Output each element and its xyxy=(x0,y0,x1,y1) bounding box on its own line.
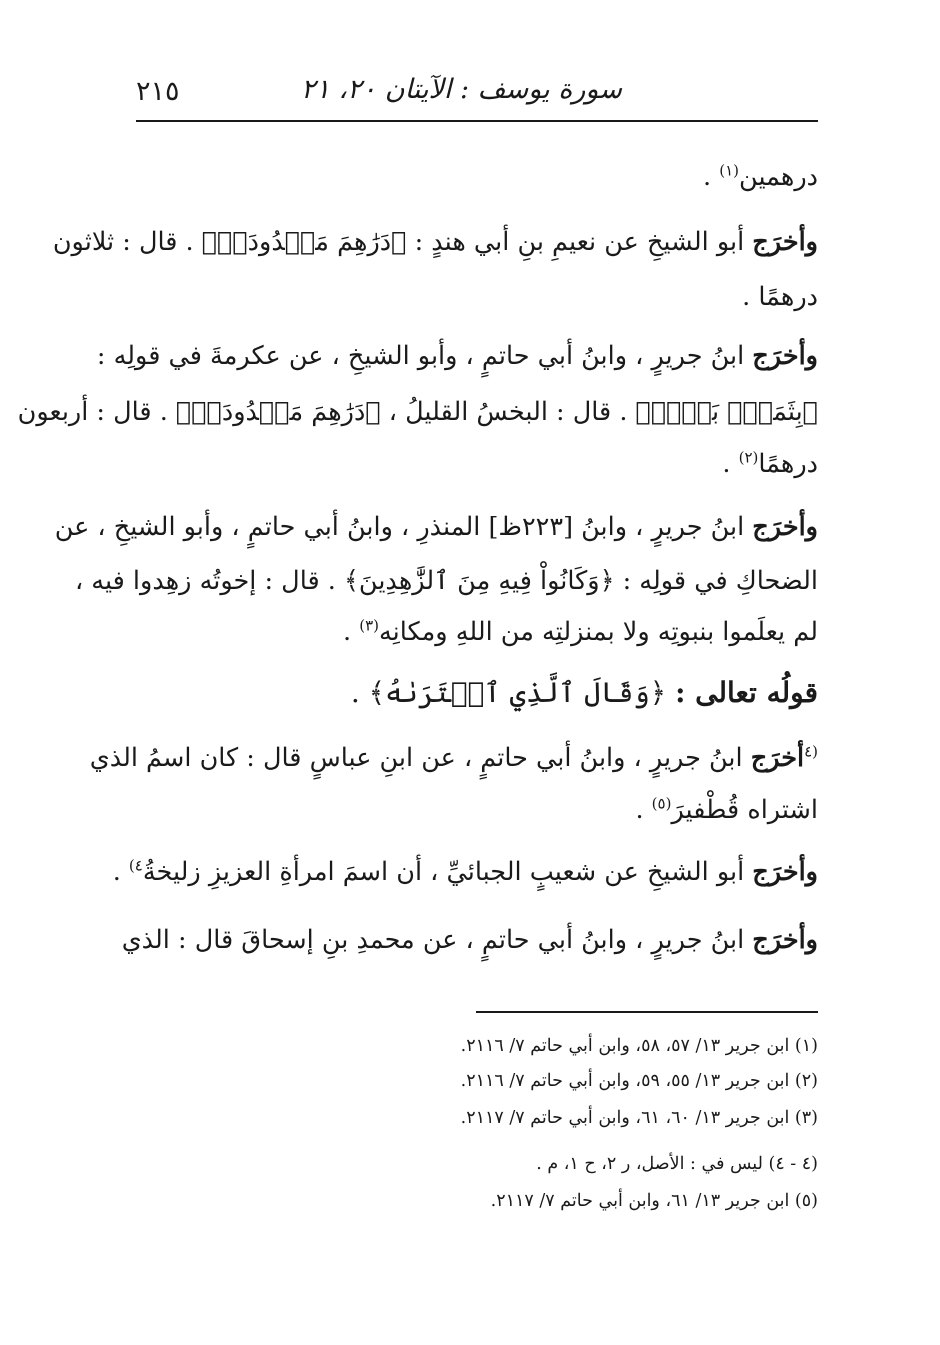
paragraph-2-line-2 xyxy=(136,282,818,313)
line-text: ابنُ جريرٍ ، وابنُ [٢٢٣ظ] المنذرِ ، وابنُ أبي حاتمٍ ، وأبو الشيخِ ، عن xyxy=(54,512,753,542)
punctuation: . xyxy=(343,617,360,647)
footnote-marker: (٥) xyxy=(651,794,672,813)
line-text: الضحاكِ في قولِه : ﴿وَكَانُواْ فِيهِ مِنَ ٱلزَّٰهِدِينَ﴾ . قال : إخوتُه زهِدوا فيه ، xyxy=(74,566,818,596)
line-text: اشتراه قُطْفيرَ xyxy=(671,795,818,825)
line-text: لم يعلَموا بنبوتِه ولا بمنزلتِه من اللهِ ومكانِه xyxy=(379,617,818,647)
footnote-marker: (٣) xyxy=(359,616,380,635)
lead-word: أخرَج xyxy=(750,743,805,773)
lead-word: وأخرَج xyxy=(752,512,818,542)
paragraph-4-line-3 xyxy=(136,617,818,648)
running-title: سورة يوسف : الآيتان ٢٠، ٢١ xyxy=(300,74,622,105)
verse-text: ﴿وَقَالَ ٱلَّذِي ٱشۡتَرَىٰهُ﴾ . xyxy=(350,676,676,709)
line-text: ابنُ جريرٍ ، وابنُ أبي حاتمٍ ، عن محمدِ بنِ إسحاقَ قال : الذي xyxy=(121,925,753,955)
lead-word: وأخرَج xyxy=(752,857,818,887)
paragraph-3-line-1 xyxy=(96,341,818,372)
lead-word: وأخرَج xyxy=(752,227,818,257)
paragraph-7-line-1 xyxy=(121,925,818,956)
footnote-rule xyxy=(476,1011,818,1013)
line-text: ابنُ جريرٍ ، وابنُ أبي حاتمٍ ، عن ابنِ عباسٍ قال : كان اسمُ الذي xyxy=(89,743,751,773)
lead-word: وأخرَج xyxy=(752,341,818,371)
footnote-3: (٣) ابن جرير ١٣/ ٦٠، ٦١، وابن أبي حاتم ٧/ ٢١١٧. xyxy=(460,1108,818,1128)
footnote-2: (٢) ابن جرير ١٣/ ٥٥، ٥٩، وابن أبي حاتم ٧/ ٢١١٦. xyxy=(460,1071,818,1091)
line-text: درهمين xyxy=(739,162,818,192)
footnote-marker: ٤) xyxy=(128,856,143,875)
line-text: أبو الشيخِ عن شعيبٍ الجبائيِّ ، أن اسمَ امرأةِ العزيزِ زليخةُ xyxy=(142,857,753,887)
line-text: درهمًا xyxy=(758,449,818,479)
paragraph-2-line-1 xyxy=(52,227,818,258)
footnote-5: (٥) ابن جرير ١٣/ ٦١، وابن أبي حاتم ٧/ ٢١١٧. xyxy=(490,1191,818,1211)
footnote-marker: (١) xyxy=(719,161,740,180)
paragraph-3-line-2 xyxy=(17,397,818,428)
footnote-marker: (٢) xyxy=(738,448,759,467)
lead-word: وأخرَج xyxy=(752,925,818,955)
paragraph-5-line-2 xyxy=(136,795,818,826)
line-text: ﴿بِثَمَنِۭ بَخۡسٖ﴾ . قال : البخسُ القليلُ ، ﴿دَرَٰهِمَ مَعۡدُودَةٖ﴾ . قال : أربعون xyxy=(17,397,818,427)
paragraph-1-line xyxy=(136,162,818,193)
line-text: ابنُ جريرٍ ، وابنُ أبي حاتمٍ ، وأبو الشيخِ ، عن عكرمةَ في قولِه : xyxy=(96,341,753,371)
paragraph-3-line-3 xyxy=(136,449,818,480)
punctuation: . xyxy=(722,449,739,479)
line-text: درهمًا . xyxy=(742,282,818,312)
footnote-1: (١) ابن جرير ١٣/ ٥٧، ٥٨، وابن أبي حاتم ٧/ ٢١١٦. xyxy=(460,1036,818,1056)
paragraph-4-line-1 xyxy=(54,512,818,543)
paragraph-6-line-1 xyxy=(112,856,818,888)
heading-lead: قولُه تعالى : xyxy=(675,676,818,709)
footnote-marker: (٤ xyxy=(804,742,818,761)
punctuation: . xyxy=(112,857,129,887)
footnote-4: (٤ - ٤) ليس في : الأصل، ر ٢، ح ١، م . xyxy=(536,1154,818,1174)
header-rule xyxy=(136,120,818,122)
line-text: أبو الشيخِ عن نعيمِ بنِ أبي هندٍ : ﴿دَرَٰهِمَ مَعۡدُودَةٖ﴾ . قال : ثلاثون xyxy=(52,227,753,257)
verse-heading xyxy=(136,676,818,710)
punctuation: . xyxy=(703,162,720,192)
paragraph-5-line-1 xyxy=(89,742,818,774)
paragraph-4-line-2 xyxy=(74,566,818,597)
page-number: ٢١٥ xyxy=(136,76,180,107)
punctuation: . xyxy=(635,795,652,825)
